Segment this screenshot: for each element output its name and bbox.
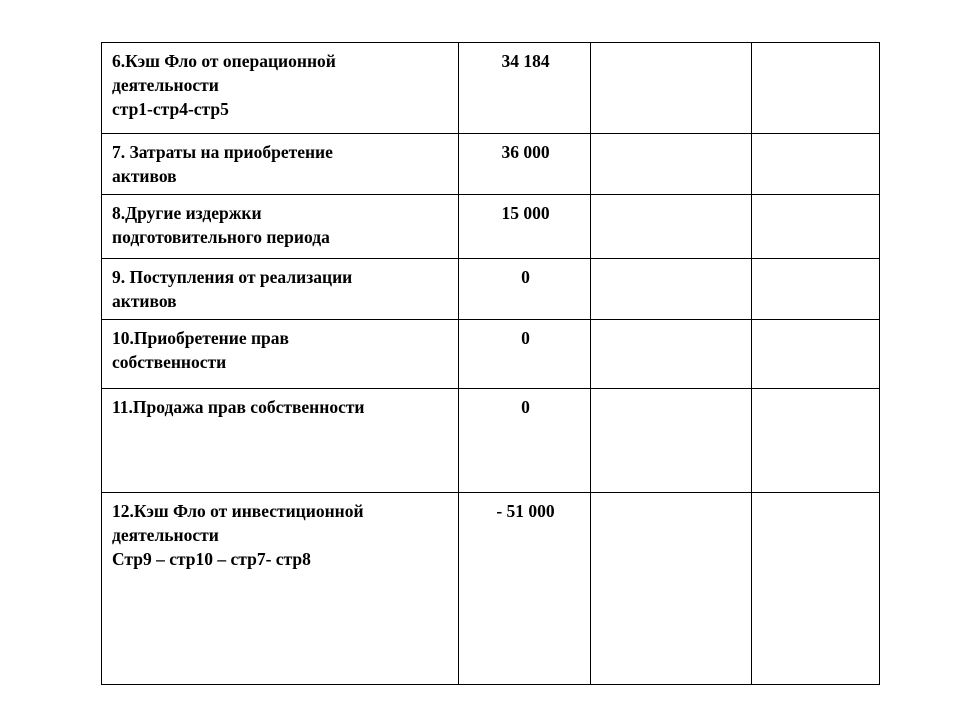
row-label-cell	[102, 320, 459, 389]
empty-cell	[752, 134, 880, 195]
table-row	[102, 134, 880, 195]
row-label-line: активов	[112, 291, 177, 311]
empty-cell	[591, 134, 752, 195]
row-value-cell: 34 184	[459, 43, 591, 134]
empty-cell	[591, 43, 752, 134]
row-label-cell	[102, 259, 459, 320]
empty-cell	[591, 493, 752, 685]
row-label-cell	[102, 389, 459, 493]
table-row	[102, 493, 880, 685]
row-label-cell	[102, 43, 459, 134]
table-row	[102, 389, 880, 493]
table-row	[102, 195, 880, 259]
row-label-line: 6.Кэш Фло от операционной	[112, 51, 336, 71]
empty-cell	[752, 389, 880, 493]
row-value-cell: 0	[459, 389, 591, 493]
empty-cell	[591, 259, 752, 320]
row-value-cell: 0	[459, 320, 591, 389]
row-label-line: 12.Кэш Фло от инвестиционной	[112, 501, 364, 521]
row-label-cell	[102, 134, 459, 195]
row-label-line: активов	[112, 166, 177, 186]
row-value-cell: 36 000	[459, 134, 591, 195]
row-label-line: 10.Приобретение прав	[112, 328, 289, 348]
empty-cell	[591, 195, 752, 259]
empty-cell	[591, 389, 752, 493]
cash-flow-table	[101, 42, 880, 685]
row-label-line: 7. Затраты на приобретение	[112, 142, 333, 162]
row-label-line: 11.Продажа прав собственности	[112, 397, 365, 417]
empty-cell	[591, 320, 752, 389]
table-row	[102, 43, 880, 134]
table-row	[102, 259, 880, 320]
row-label-line: собственности	[112, 352, 227, 372]
row-label-line: 8.Другие издержки	[112, 203, 262, 223]
row-value-cell: - 51 000	[459, 493, 591, 685]
row-label-line: деятельности	[112, 525, 219, 545]
empty-cell	[752, 493, 880, 685]
row-value-cell: 0	[459, 259, 591, 320]
row-label-cell	[102, 195, 459, 259]
table-row	[102, 320, 880, 389]
empty-cell	[752, 259, 880, 320]
row-label-line: подготовительного периода	[112, 227, 330, 247]
row-label-line: стр1-стр4-стр5	[112, 99, 229, 119]
row-label-line: 9. Поступления от реализации	[112, 267, 353, 287]
row-label-line: деятельности	[112, 75, 219, 95]
row-value-cell: 15 000	[459, 195, 591, 259]
empty-cell	[752, 43, 880, 134]
empty-cell	[752, 320, 880, 389]
empty-cell	[752, 195, 880, 259]
row-label-line: Стр9 – стр10 – стр7- стр8	[112, 549, 311, 569]
row-label-cell	[102, 493, 459, 685]
